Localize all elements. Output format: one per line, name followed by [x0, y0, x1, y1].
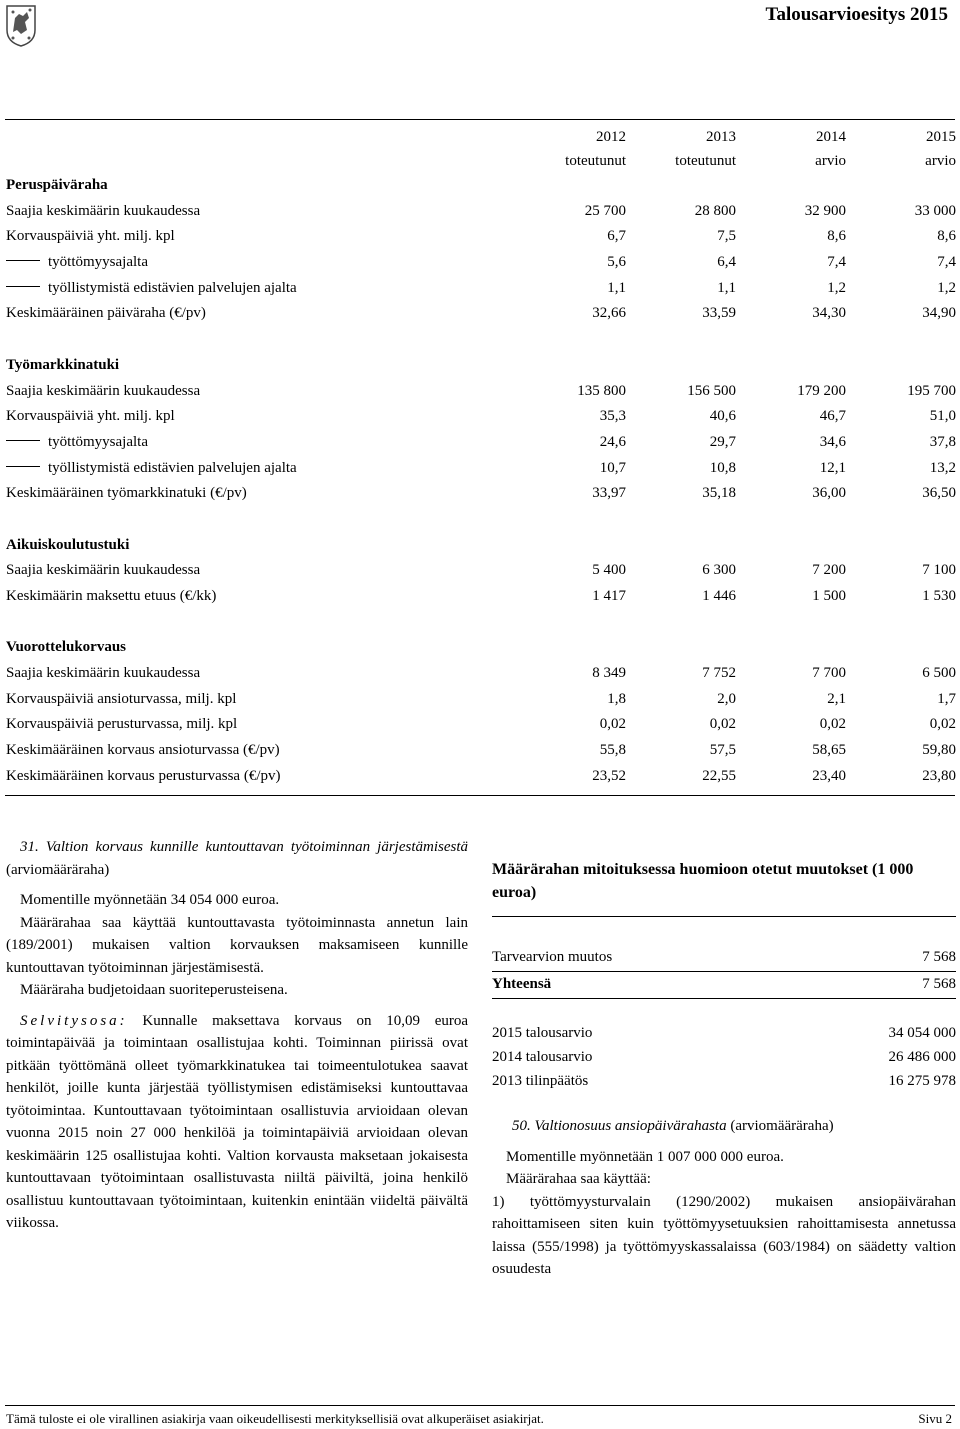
row-label	[6, 687, 236, 713]
row-label	[6, 430, 148, 456]
table-cell: 40,6	[709, 408, 736, 425]
row-label-text: Korvauspäiviä yht. milj. kpl	[6, 408, 175, 425]
table-row	[6, 481, 956, 507]
table-cell: 7 100	[922, 562, 956, 579]
table-cell: 13,2	[929, 459, 956, 476]
table-cell: 7 200	[812, 562, 846, 579]
row-label	[6, 301, 206, 327]
table-cell: 8,6	[827, 228, 846, 245]
table-cell: 2,0	[717, 690, 736, 707]
table-row	[6, 712, 956, 738]
footer-rule	[5, 1405, 955, 1406]
table-cell: 7,4	[827, 254, 846, 271]
budget-row: 2015 talousarvio 34 054 000	[492, 1025, 956, 1041]
row-label	[6, 738, 280, 764]
table-cell: 36,50	[922, 485, 956, 502]
table-cell: 34,90	[922, 305, 956, 322]
row-label	[6, 481, 247, 507]
table-cell: 0,02	[709, 716, 736, 733]
table-cell: 37,8	[929, 433, 956, 450]
explanation-text: Selvitysosa: Kunnalle maksettava korvaus on 10,09 euroa toimintapäivää ja toimintaan osallistujaa kohti. Toiminnan piirissä ovat pitkään työttömänä olleet työmarkkinatukea tai toimeentulotukea saavat henkilöt, joille kunta järjestää työllistymisen edistämiseksi kuntouttavaa työtoimintaa. Kuntouttavaan työtoimintaan osallistuvia arvioidaan olevan vuonna 2015 noin 27 000 henkilöä ja toimintapäiviä arvioidaan olevan keskimäärin 125 osallistujaa kohti. Valtion korvausta maksetaan jokaisesta kuntouttavaan työtoimintaan osallistuvasta niiltä päiviltä, joina henkilö osallistuu kuntouttavaan työtoimintaan, kuitenkin enintään viideltä päivältä viikossa.	[6, 1012, 469, 1231]
section-title-label: Työmarkkinatuki	[6, 356, 120, 373]
table-row	[6, 558, 956, 584]
table-cell: 195 700	[907, 382, 956, 399]
row-label-text: Korvauspäiviä perusturvassa, milj. kpl	[6, 716, 238, 733]
statistics-table	[6, 125, 956, 790]
table-cell: 46,7	[819, 408, 846, 425]
table-row	[6, 738, 956, 764]
table-cell: 7 700	[812, 665, 846, 682]
table-row	[6, 584, 956, 610]
table-cell: 8,6	[937, 228, 956, 245]
budget-row: 2013 tilinpäätös 16 275 978	[492, 1073, 956, 1089]
table-cell: 5 400	[592, 562, 626, 579]
row-label	[6, 379, 200, 405]
budget-row: 2014 talousarvio 26 486 000	[492, 1049, 956, 1065]
dash-marker	[6, 260, 40, 261]
table-row	[6, 276, 956, 302]
row-label-text: työllistymistä edistävien palvelujen ajalta	[48, 459, 297, 476]
table-cell: 22,55	[702, 767, 736, 784]
table-cell: 1 446	[702, 588, 736, 604]
column-header: 2012	[596, 129, 626, 145]
section-title	[6, 533, 956, 559]
table-cell: 55,8	[599, 742, 626, 759]
table-cell: 0,02	[819, 716, 846, 733]
table-cell: 12,1	[819, 459, 846, 476]
row-label	[6, 584, 216, 610]
table-cell: 10,7	[599, 459, 626, 476]
column-header: toteutunut	[565, 153, 626, 169]
change-row: Tarvearvion muutos 7 568	[492, 949, 956, 965]
table-row	[6, 430, 956, 456]
table-cell: 1,7	[937, 690, 956, 707]
section-title	[6, 173, 956, 199]
dash-marker	[6, 286, 40, 287]
row-label	[6, 250, 148, 276]
section-title-label: Peruspäiväraha	[6, 177, 108, 193]
table-row	[6, 199, 956, 225]
table-cell: 1 500	[812, 588, 846, 604]
table-cell: 5,6	[607, 254, 626, 271]
right-column	[492, 858, 956, 1281]
table-cell: 57,5	[709, 742, 736, 759]
row-label	[6, 276, 297, 302]
table-cell: 34,30	[812, 305, 846, 322]
table-cell: 29,7	[709, 433, 736, 450]
section-title	[6, 353, 956, 379]
usage-item-1: 1) työttömyysturvalain (1290/2002) mukaisen ansiopäivärahan rahoittamiseen siten kuin työttömyysetuuksien rahoittamisesta annetussa laissa (555/1998) ja työttömyyskassalaissa (603/1984) on säädetty valtion osuudesta	[492, 1193, 956, 1277]
table-row	[6, 301, 956, 327]
table-cell: 23,80	[922, 767, 956, 784]
table-cell: 179 200	[797, 382, 846, 399]
dash-marker	[6, 466, 40, 467]
column-header: arvio	[925, 153, 956, 169]
table-row	[6, 661, 956, 687]
column-header: 2013	[706, 129, 736, 145]
row-label-text: työllistymistä edistävien palvelujen ajalta	[48, 279, 297, 296]
table-cell: 0,02	[599, 716, 626, 733]
table-cell: 33 000	[914, 202, 956, 219]
section-title	[6, 635, 956, 661]
footer-note: Tämä tuloste ei ole virallinen asiakirja vaan oikeudellisesti merkityksellisiä ovat alkuperäiset asiakirjat.	[6, 1411, 544, 1426]
table-cell: 6 500	[922, 665, 956, 682]
table-cell: 1,2	[827, 279, 846, 296]
table-cell: 25 700	[584, 202, 626, 219]
table-row	[6, 764, 956, 790]
row-label	[6, 764, 281, 790]
table-cell: 135 800	[577, 382, 626, 399]
row-label-text: työttömyysajalta	[48, 254, 148, 271]
left-column	[6, 836, 468, 1235]
table-cell: 28 800	[694, 202, 736, 219]
row-label-text: työttömyysajalta	[48, 433, 148, 450]
table-cell: 1 417	[592, 588, 626, 604]
table-row	[6, 379, 956, 405]
row-label-text: Saajia keskimäärin kuukaudessa	[6, 562, 201, 579]
appropriation-text: Momentille myönnetään 1 007 000 000 euroa.	[506, 1148, 784, 1165]
row-label	[6, 456, 297, 482]
table-bottom-rule	[5, 795, 955, 796]
column-header: 2014	[816, 129, 846, 145]
section-31-heading: 31. Valtion korvaus kunnille kuntouttavan työtoiminnan järjestämisestä (arviomääräraha)	[6, 839, 469, 878]
row-label	[6, 712, 237, 738]
row-label-text: Keskimääräinen päiväraha (€/pv)	[6, 305, 206, 322]
table-cell: 1,1	[607, 279, 626, 296]
table-cell: 34,6	[819, 433, 846, 450]
table-cell: 33,97	[592, 485, 626, 502]
row-label	[6, 224, 175, 250]
row-label	[6, 199, 200, 225]
table-cell: 6 300	[702, 562, 736, 579]
column-header: arvio	[815, 153, 846, 169]
table-row	[6, 224, 956, 250]
row-label	[6, 661, 200, 687]
table-cell: 8 349	[592, 665, 626, 682]
column-header: 2015	[926, 129, 956, 145]
table-cell: 7,4	[937, 254, 956, 271]
row-label-text: Keskimääräinen korvaus ansioturvassa (€/pv)	[6, 742, 280, 759]
table-row	[6, 250, 956, 276]
table-cell: 59,80	[922, 742, 956, 759]
row-label	[6, 558, 200, 584]
row-label-text: Korvauspäiviä yht. milj. kpl	[6, 228, 175, 245]
dash-marker	[6, 440, 40, 441]
usage-text: Määrärahaa saa käyttää:	[506, 1171, 651, 1187]
table-cell: 58,65	[812, 742, 846, 759]
column-header: toteutunut	[675, 153, 736, 169]
changes-box-title: Määrärahan mitoituksessa huomioon otetut muutokset (1 000 euroa)	[492, 861, 914, 901]
budgeting-text: Määräraha budjetoidaan suoriteperusteisena.	[20, 982, 288, 998]
table-row	[6, 456, 956, 482]
table-cell: 23,52	[592, 767, 626, 784]
row-label-text: Saajia keskimäärin kuukaudessa	[6, 382, 201, 399]
table-cell: 156 500	[687, 382, 736, 399]
table-cell: 35,18	[702, 485, 736, 502]
table-cell: 1,8	[607, 690, 626, 707]
total-row: Yhteensä 7 568	[492, 976, 956, 992]
table-cell: 6,4	[717, 254, 736, 271]
table-cell: 51,0	[929, 408, 956, 425]
section-50-heading: 50. Valtionosuus ansiopäivärahasta (arviomääräraha)	[512, 1118, 834, 1134]
row-label-text: Korvauspäiviä ansioturvassa, milj. kpl	[6, 690, 237, 707]
table-cell: 10,8	[709, 459, 736, 476]
table-cell: 2,1	[827, 690, 846, 707]
table-header-row	[6, 149, 956, 173]
row-label-text: Keskimääräinen korvaus perusturvassa (€/pv)	[6, 767, 281, 784]
table-cell: 1,2	[937, 279, 956, 296]
section-title-label: Aikuiskoulutustuki	[6, 536, 130, 553]
page-number: Sivu 2	[918, 1411, 952, 1426]
table-cell: 23,40	[812, 767, 846, 784]
table-top-rule	[5, 119, 955, 120]
row-label-text: Saajia keskimäärin kuukaudessa	[6, 665, 201, 682]
table-row	[6, 404, 956, 430]
row-label	[6, 404, 175, 430]
table-cell: 1,1	[717, 279, 736, 296]
table-cell: 24,6	[599, 433, 626, 450]
section-title-label: Vuorottelukorvaus	[6, 639, 127, 656]
table-cell: 7,5	[717, 228, 736, 245]
usage-text: Määrärahaa saa käyttää kuntouttavasta työtoiminnasta annetun lain (189/2001) mukaisen valtion korvauksen maksamiseen kunnille kuntouttavan työtoiminnan järjestämisestä.	[6, 914, 468, 976]
table-cell: 6,7	[607, 228, 626, 245]
table-cell: 7 752	[702, 665, 736, 682]
table-cell: 0,02	[929, 716, 956, 733]
appropriation-text: Momentille myönnetään 34 054 000 euroa.	[20, 892, 280, 908]
row-label-text: Keskimääräinen työmarkkinatuki (€/pv)	[6, 485, 247, 502]
table-cell: 36,00	[812, 485, 846, 502]
lion-crest-icon	[5, 4, 37, 48]
table-cell: 32 900	[804, 202, 846, 219]
row-label-text: Keskimäärin maksettu etuus (€/kk)	[6, 588, 217, 604]
document-title: Talousarvioesitys 2015	[765, 4, 948, 25]
table-cell: 35,3	[599, 408, 626, 425]
table-row	[6, 687, 956, 713]
table-cell: 33,59	[702, 305, 736, 322]
table-cell: 1 530	[922, 588, 956, 604]
table-cell: 32,66	[592, 305, 626, 322]
row-label-text: Saajia keskimäärin kuukaudessa	[6, 202, 201, 219]
table-header-row	[6, 125, 956, 149]
footer	[6, 1411, 952, 1427]
